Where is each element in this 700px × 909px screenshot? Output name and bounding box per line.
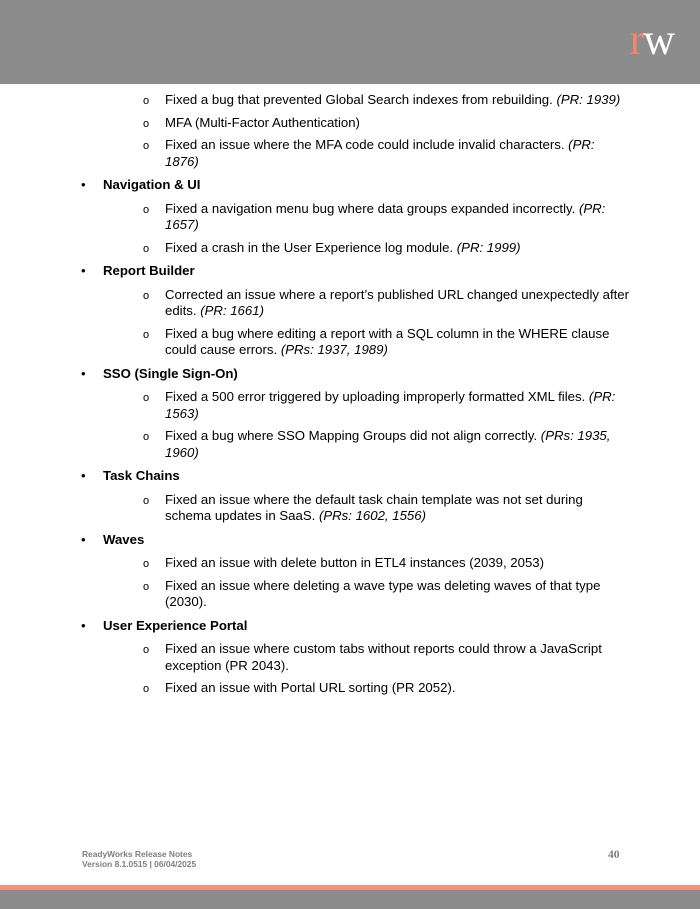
- logo-w: w: [643, 15, 674, 64]
- footer-info: [82, 849, 196, 869]
- pr-reference: (PR: 1661): [200, 303, 264, 318]
- section-title: Task Chains: [103, 468, 180, 483]
- list-item: [0, 641, 700, 674]
- circle-bullet-icon: o: [143, 289, 150, 302]
- circle-bullet-icon: o: [143, 328, 150, 341]
- circle-bullet-icon: o: [143, 494, 150, 507]
- circle-bullet-icon: o: [143, 242, 150, 255]
- bullet-icon: •: [81, 468, 86, 483]
- section-title: Waves: [103, 531, 145, 547]
- section-title: SSO (Single Sign-On): [103, 365, 238, 381]
- list-item: [0, 389, 700, 422]
- release-notes-content: [0, 92, 700, 703]
- item-text: Fixed a bug that prevented Global Search indexes from rebuilding.: [165, 92, 557, 107]
- pr-reference: (PRs: 1602, 1556): [318, 508, 426, 523]
- pr-reference: (PR: 1999): [456, 239, 521, 255]
- item-text: Fixed a bug where SSO Mapping Groups did not align correctly.: [165, 428, 541, 443]
- pr-reference: (PR: 1876): [165, 137, 595, 169]
- readyworks-logo: [629, 15, 674, 64]
- item-text: MFA (Multi-Factor Authentication): [165, 114, 360, 130]
- footer-bar: [0, 890, 700, 909]
- section-title: Report Builder: [103, 263, 195, 278]
- footer-version: Version 8.1.0515 | 06/04/2025: [82, 859, 197, 869]
- section-list: [0, 177, 700, 697]
- section-title: Navigation & UI: [103, 177, 201, 192]
- list-item: [0, 428, 700, 461]
- circle-bullet-icon: o: [143, 140, 150, 152]
- circle-bullet-icon: o: [143, 431, 150, 443]
- section-heading: [0, 532, 700, 549]
- item-text: Fixed an issue where the MFA code could include invalid characters.: [165, 137, 569, 152]
- circle-bullet-icon: o: [143, 117, 150, 130]
- page-header: [0, 0, 700, 84]
- item-text: Fixed a 500 error triggered by uploading improperly formatted XML files.: [165, 389, 589, 404]
- section-heading: [0, 177, 700, 194]
- bullet-icon: •: [81, 617, 86, 633]
- item-text: Fixed a bug where editing a report with a SQL column in the WHERE clause could cause errors.: [165, 325, 610, 357]
- circle-bullet-icon: o: [143, 203, 150, 216]
- item-text: Fixed a crash in the User Experience log module.: [165, 239, 457, 255]
- page-number: 40: [608, 849, 620, 861]
- list-item: [0, 115, 700, 132]
- circle-bullet-icon: o: [143, 580, 150, 593]
- section-heading: [0, 366, 700, 383]
- circle-bullet-icon: o: [143, 392, 150, 404]
- item-text: Fixed a navigation menu bug where data groups expanded incorrectly.: [165, 200, 579, 216]
- bullet-icon: •: [81, 365, 86, 381]
- item-text: Fixed an issue where the default task chain template was not set during schema updates in SaaS.: [165, 491, 583, 523]
- list-item: [0, 287, 700, 320]
- section-heading: [0, 618, 700, 635]
- list-item: [0, 92, 700, 109]
- logo-r: r: [629, 15, 644, 64]
- pr-reference: (PRs: 1937, 1989): [280, 342, 388, 357]
- item-text: Fixed an issue with Portal URL sorting (PR 2052).: [165, 680, 456, 695]
- circle-bullet-icon: o: [143, 558, 150, 570]
- item-text: Fixed an issue with delete button in ETL4 instances (2039, 2053): [165, 555, 545, 570]
- list-item: [0, 326, 700, 359]
- list-item: [0, 578, 700, 611]
- list-item: [0, 492, 700, 525]
- section-title: User Experience Portal: [103, 617, 248, 633]
- list-item: [0, 680, 700, 697]
- section-heading: [0, 468, 700, 485]
- item-text: Fixed an issue where custom tabs without reports could throw a JavaScript exception (PR 2043).: [165, 641, 602, 673]
- top-item-list: [0, 92, 700, 170]
- list-item: [0, 240, 700, 257]
- footer-doc-title: ReadyWorks Release Notes: [82, 849, 193, 859]
- circle-bullet-icon: o: [143, 644, 150, 656]
- item-text: Fixed an issue where deleting a wave type was deleting waves of that type (2030).: [165, 577, 601, 609]
- list-item: [0, 137, 700, 170]
- circle-bullet-icon: o: [143, 95, 150, 107]
- bullet-icon: •: [81, 263, 86, 278]
- bullet-icon: •: [81, 531, 86, 547]
- pr-reference: (PR: 1657): [165, 200, 606, 232]
- section-heading: [0, 263, 700, 280]
- pr-reference: (PR: 1563): [165, 389, 616, 421]
- pr-reference: (PR: 1939): [556, 92, 621, 107]
- item-text: Corrected an issue where a report’s published URL changed unexpectedly after edits.: [165, 286, 630, 318]
- circle-bullet-icon: o: [143, 683, 150, 695]
- list-item: [0, 555, 700, 572]
- bullet-icon: •: [81, 177, 86, 192]
- pr-reference: (PRs: 1935, 1960): [165, 428, 611, 460]
- list-item: [0, 201, 700, 234]
